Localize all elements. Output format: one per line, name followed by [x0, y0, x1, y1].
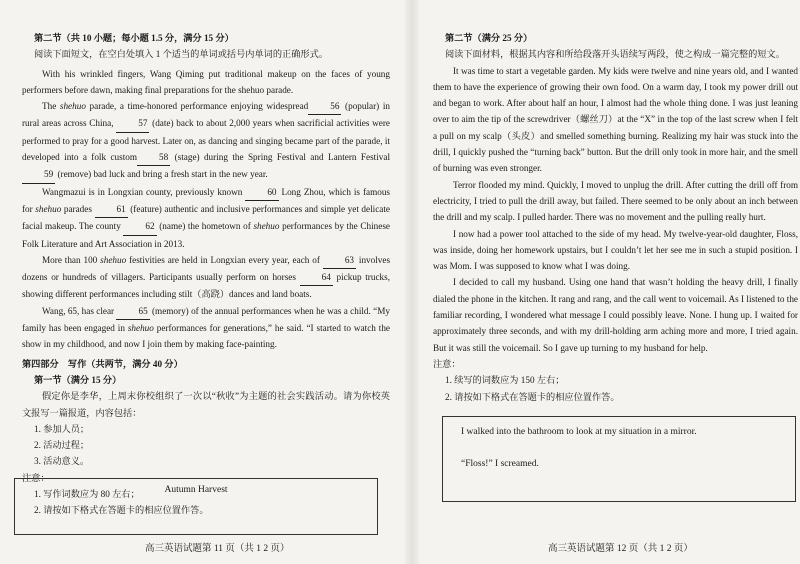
- section2-instruction: 阅读下面短文，在空白处填入 1 个适当的单词或括号内单词的正确形式。: [34, 49, 328, 60]
- text: parades: [61, 203, 95, 214]
- text: (stage) during the Spring Festival and Lantern Festival: [170, 152, 391, 163]
- blank-64[interactable]: 64: [300, 269, 333, 286]
- note-label: 注意：: [22, 472, 50, 483]
- story-paragraph-2: Terror flooded my mind. Quickly, I moved to unplug the drill. After cutting the drill off from electricity, I tried to pull the drill away, but failed. There seemed to be only about an inch between the drill and my scalp. I pulled harder. There was no movement and the pulling really hurt.: [433, 179, 798, 223]
- passage-paragraph-3: [22, 184, 390, 252]
- text: Long Zhou, which is famous for: [22, 186, 390, 214]
- p1-text: With his wrinkled fingers, Wang Qiming put traditional makeup on the faces of young performers before dawn, making final preparations for the shehuo parade.: [22, 68, 390, 95]
- box-opening-line-1: I walked into the bathroom to look at my situation in a mirror.: [461, 427, 697, 437]
- passage-paragraph-4: [22, 252, 390, 303]
- passage-paragraph-5: [22, 303, 390, 353]
- continuation-instruction: 阅读下面材料，根据其内容和所给段落开头语续写两段，使之构成一篇完整的短文。: [445, 49, 785, 60]
- story-paragraph-3: I now had a power tool attached to the side of my head. My twelve-year-old daughter, Floss, was inside, doing her homework upstairs, but I couldn’t let her see me in such a stupid position. I was Mom. I was supposed to know what I was doing.: [433, 228, 798, 272]
- page-footer-12: 高三英语试题第 12 页（共 1 2 页）: [548, 544, 693, 554]
- blank-58[interactable]: 58: [137, 149, 170, 166]
- text: performances by the Chinese Folk Literature and Art Association in 2013.: [22, 221, 390, 249]
- text: parade, a time-honored performance enjoying widespread: [85, 101, 309, 112]
- text: Wang, 65, has clear: [42, 305, 117, 316]
- page-fold: [405, 0, 419, 564]
- text: (name) the hometown of: [156, 221, 254, 232]
- text: involves dozens or hundreds of villagers. Participants usually perform on horses: [22, 254, 391, 283]
- passage-paragraph-1: [22, 66, 390, 99]
- writing1-prompt: 假定你是李华，上周末你校组织了一次以“秋收”为主题的社会实践活动。请为你校英文报写一篇报道，内容包括：: [22, 391, 390, 418]
- blank-63[interactable]: 63: [323, 252, 356, 269]
- text: (memory) of the annual performances when he was a child. “My family has been engaged in: [22, 305, 391, 334]
- answer-box-title: Autumn Harvest: [164, 485, 228, 495]
- answer-box-autumn-harvest[interactable]: [14, 478, 378, 535]
- box-opening-line-2: “Floss!” I screamed.: [461, 459, 539, 469]
- blank-62[interactable]: 62: [123, 218, 156, 235]
- text: The: [42, 101, 60, 112]
- passage-paragraph-2: [22, 98, 390, 183]
- text: performances for generations,” he said. “I started to watch the show in my childhood, and now I join them by making face-painting.: [22, 323, 390, 350]
- italic-term: shehuo: [35, 203, 62, 214]
- story-paragraph-4: I decided to call my husband. Using one hand that wasn’t holding the heavy drill, I finally dialed the phone in the kitchen. It rang and rang, and the call went to voicemail. As I listened to the familiar recording, I wondered what message I could possibly leave. None. I hung up. I waited for approximately three seconds, and with my drill-holding arm aching more and more, I tried again. But it was still the voicemail. So I gave up turning to my husband for help.: [433, 277, 798, 353]
- right-page: [433, 30, 798, 405]
- blank-59[interactable]: 59: [22, 166, 55, 183]
- page-footer-11: 高三英语试题第 11 页（共 1 2 页）: [145, 544, 290, 554]
- note-2: 2. 请按如下格式在答题卡的相应位置作答。: [34, 505, 209, 516]
- blank-56[interactable]: 56: [308, 98, 341, 115]
- blank-57[interactable]: 57: [116, 115, 149, 132]
- note-label: 注意：: [433, 358, 461, 369]
- section2-heading: 第二节（共 10 小题；每小题 1.5 分，满分 15 分）: [34, 33, 234, 43]
- italic-term: shehuo: [127, 323, 154, 334]
- point-3: 3. 活动意义。: [34, 456, 90, 467]
- text: (popular) in rural areas across China,: [22, 101, 390, 129]
- text: (feature) authentic and inclusive performances and simple yet delicate facial makeup. The county: [22, 203, 390, 232]
- note-2: 2. 请按如下格式在答题卡的相应位置作答。: [445, 391, 620, 402]
- continuation-heading: 第二节（满分 25 分）: [445, 33, 533, 43]
- text: festivities are held in Longxian every year, each of: [126, 254, 323, 265]
- point-2: 2. 活动过程；: [34, 440, 90, 451]
- continuation-answer-box[interactable]: [442, 416, 796, 502]
- italic-term: shehuo: [100, 254, 127, 265]
- blank-61[interactable]: 61: [95, 201, 128, 218]
- note-1: 1. 写作词数应为 80 左右；: [34, 489, 140, 500]
- left-page: [22, 30, 390, 519]
- italic-term: shehuo: [253, 221, 280, 232]
- italic-term: shehuo: [59, 101, 86, 112]
- story-paragraph-1: It was time to start a vegetable garden. My kids were twelve and nine years old, and I wanted them to have the experience of growing their own food. On a warm day, I took my power drill out and began to work. After about half an hour, I almost had the whole thing done. I was just leaning over to aim the tip of the screwdriver（螺丝刀）at the “X” in the top of the last screw when I felt a pull on my scalp（头皮）and smelled something burning. Realizing my hair was stuck into the drill, I quickly pushed the “turning back” button. But the drill only took in more hair, and the smell of burning was even stronger.: [433, 65, 798, 174]
- text: pickup trucks, showing different performances including stilt（高跷）dances and land boats.: [22, 272, 390, 300]
- text: (remove) bad luck and bring a fresh start in the new year.: [55, 169, 268, 180]
- point-1: 1. 参加人员；: [34, 423, 90, 434]
- part4-heading: 第四部分 写作（共两节，满分 40 分）: [22, 358, 183, 369]
- text: Wangmazui is in Longxian county, previously known: [42, 186, 246, 197]
- blank-60[interactable]: 60: [245, 184, 278, 201]
- writing1-heading: 第一节（满分 15 分）: [34, 374, 122, 385]
- text: (date) back to about 2,000 years when sacrificial activities were performed to pray for a good harvest. Later on, as dancing and singing became part of the parade, it developed into a folk custom: [22, 118, 391, 163]
- text: More than 100: [42, 254, 101, 265]
- blank-65[interactable]: 65: [116, 303, 149, 320]
- note-1: 1. 续写的词数应为 150 左右；: [445, 375, 565, 386]
